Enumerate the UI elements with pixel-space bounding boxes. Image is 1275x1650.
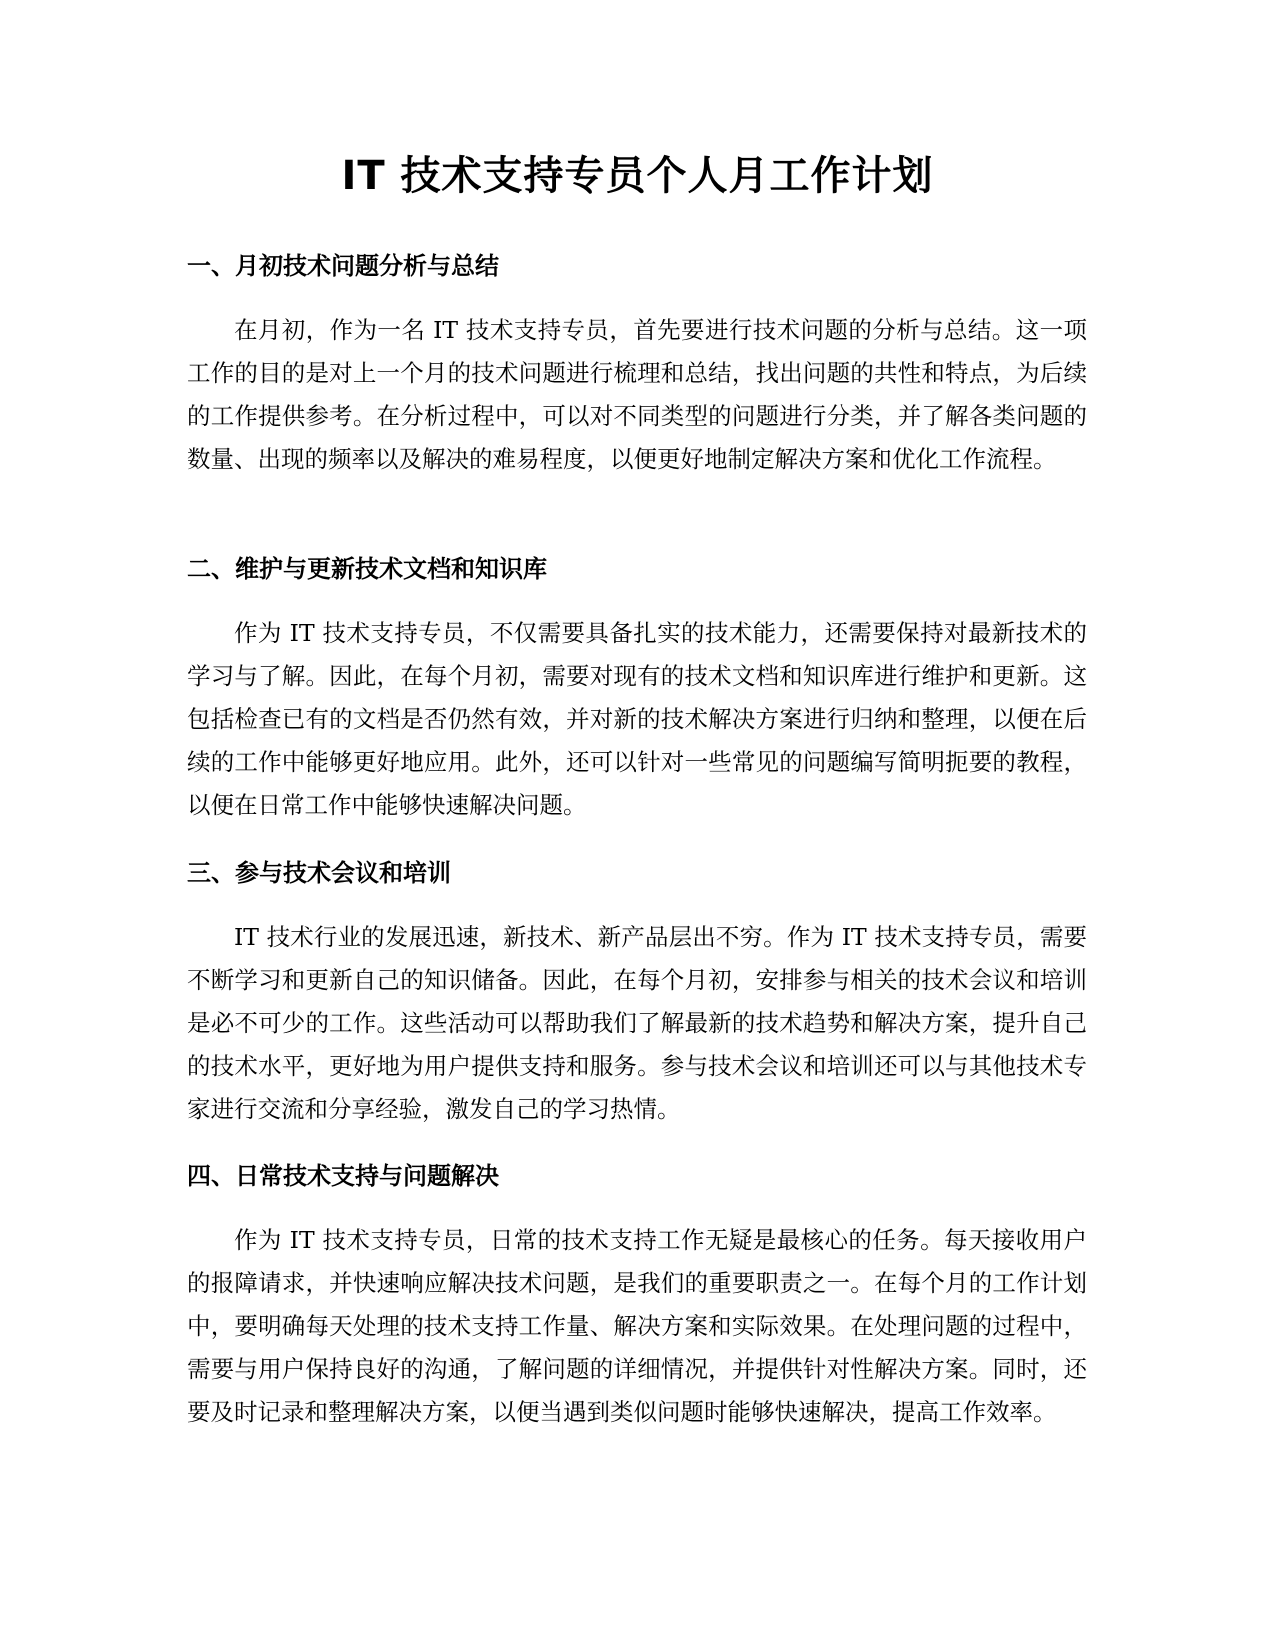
section-heading-4: 四、日常技术支持与问题解决: [187, 1162, 499, 1190]
section-body-2: 作为 IT 技术支持专员，不仅需要具备扎实的技术能力，还需要保持对最新技术的学习与了解。因此，在每个月初，需要对现有的技术文档和知识库进行维护和更新。这包括检查已有的文档是否仍然有效，并对新的技术解决方案进行归纳和整理，以便在后续的工作中能够更好地应用。此外，还可以针对一些常见的问题编写简明扼要的教程，以便在日常工作中能够快速解决问题。: [187, 619, 1087, 819]
section-body-1: 在月初，作为一名 IT 技术支持专员，首先要进行技术问题的分析与总结。这一项工作的目的是对上一个月的技术问题进行梳理和总结，找出问题的共性和特点，为后续的工作提供参考。在分析过程中，可以对不同类型的问题进行分类，并了解各类问题的数量、出现的频率以及解决的难易程度，以便更好地制定解决方案和优化工作流程。: [187, 316, 1087, 473]
section-heading-1: 一、月初技术问题分析与总结: [187, 252, 499, 280]
section-heading-3: 三、参与技术会议和培训: [187, 859, 451, 887]
section-body-3: IT 技术行业的发展迅速，新技术、新产品层出不穷。作为 IT 技术支持专员，需要不断学习和更新自己的知识储备。因此，在每个月初，安排参与相关的技术会议和培训是必不可少的工作。这些活动可以帮助我们了解最新的技术趋势和解决方案，提升自己的技术水平，更好地为用户提供支持和服务。参与技术会议和培训还可以与其他技术专家进行交流和分享经验，激发自己的学习热情。: [187, 923, 1087, 1123]
section-body-4: 作为 IT 技术支持专员，日常的技术支持工作无疑是最核心的任务。每天接收用户的报障请求，并快速响应解决技术问题，是我们的重要职责之一。在每个月的工作计划中，要明确每天处理的技术支持工作量、解决方案和实际效果。在处理问题的过程中，需要与用户保持良好的沟通，了解问题的详细情况，并提供针对性解决方案。同时，还要及时记录和整理解决方案，以便当遇到类似问题时能够快速解决，提高工作效率。: [187, 1226, 1087, 1426]
section-heading-2: 二、维护与更新技术文档和知识库: [187, 555, 547, 583]
document-title: IT 技术支持专员个人月工作计划: [341, 153, 934, 199]
